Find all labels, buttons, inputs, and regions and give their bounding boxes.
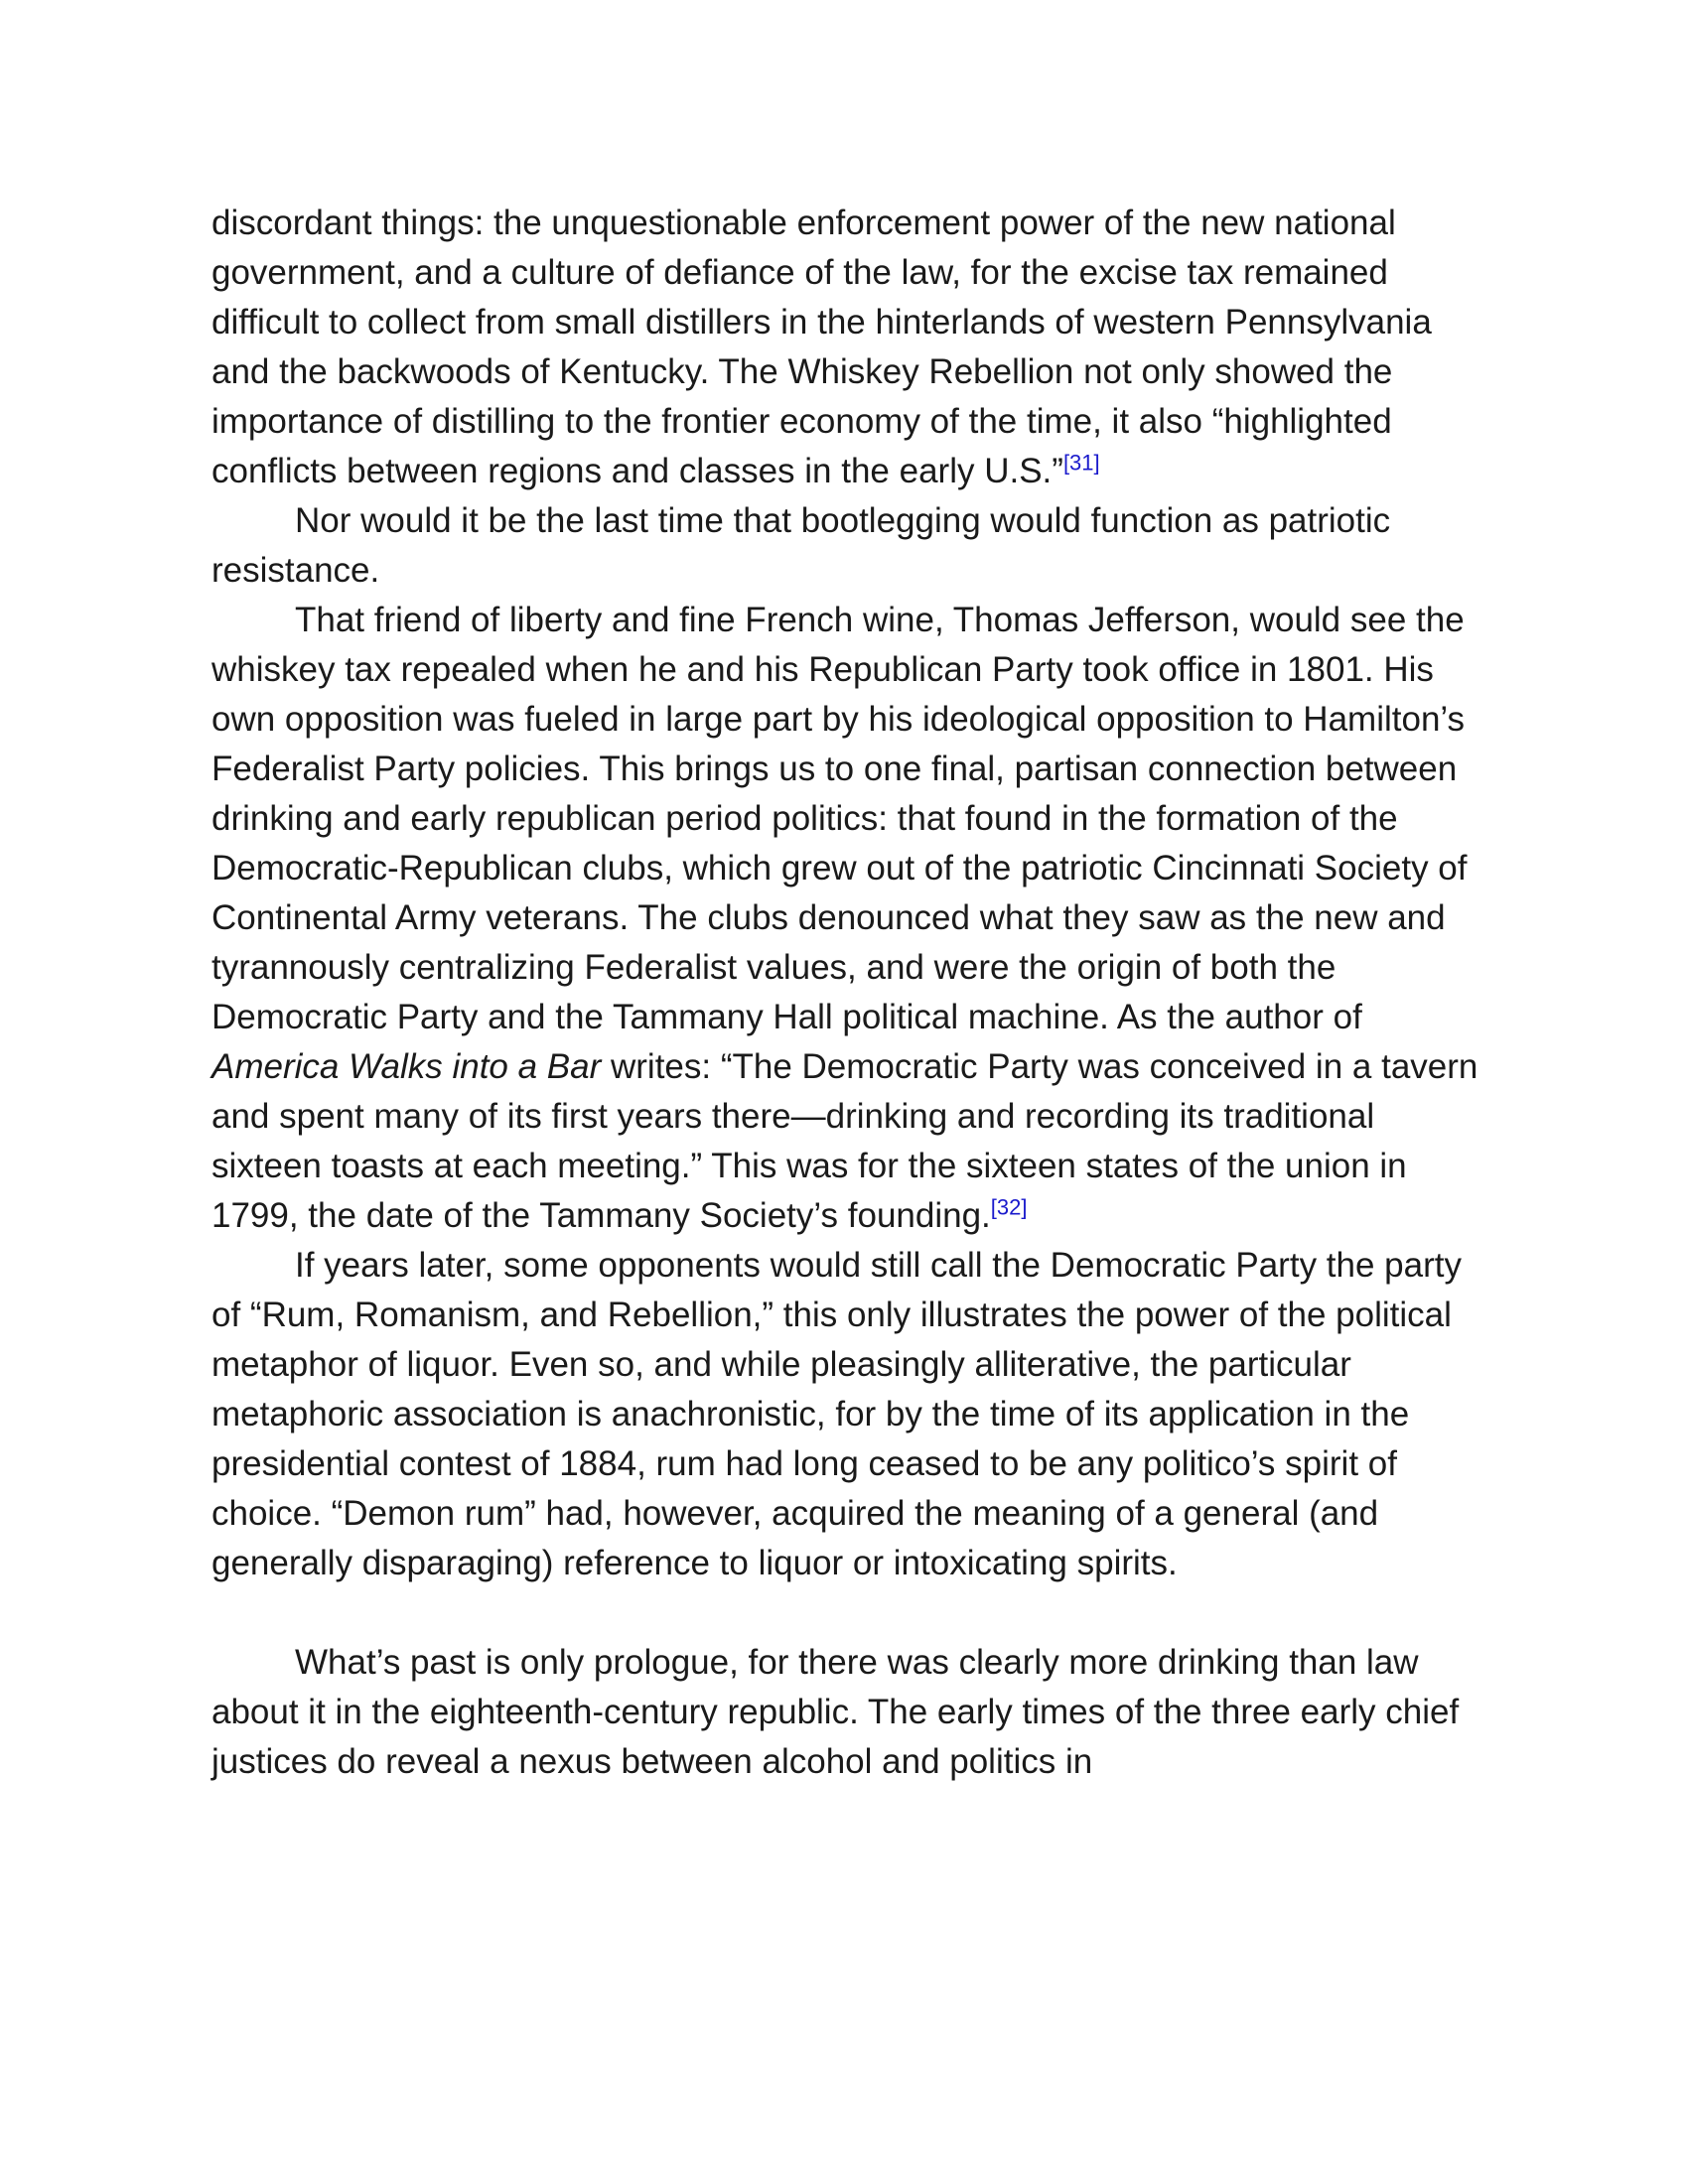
paragraph-text: If years later, some opponents would still call the Democratic Party the party of “Rum, Romanism, and Rebellion,” this only illustrates the power of the political metaphor of liquor. Even so, and while pleasingly alliterative, the particular metaphoric association is anachronistic, for by the time of its application in the presidential contest of 1884, rum had long ceased to be any politico’s spirit of choice. “Demon rum” had, however, acquired the meaning of a general (and generally disparaging) reference to liquor or intoxicating spirits.	[211, 1246, 1462, 1582]
paragraph-text: discordant things: the unquestionable enforcement power of the new national government, and a culture of defiance of the law, for the excise tax remained difficult to collect from small distillers in the hinterlands of western Pennsylvania and the backwoods of Kentucky. The Whiskey Rebellion not only showed the importance of distilling to the frontier economy of the time, it also “highlighted conflicts between regions and classes in the early U.S.”	[211, 204, 1432, 490]
footnote-link-32[interactable]: [32]	[990, 1194, 1028, 1220]
paragraph-prologue	[211, 1638, 1492, 1787]
paragraph-text: That friend of liberty and fine French wine, Thomas Jefferson, would see the whiskey tax repealed when he and his Republican Party took office in 1801. His own opposition was fueled in large part by his ideological opposition to Hamilton’s Federalist Party policies. This brings us to one final, partisan connection between drinking and early republican period politics: that found in the formation of the Democratic-Republican clubs, which grew out of the patriotic Cincinnati Society of Continental Army veterans. The clubs denounced what they saw as the new and tyrannously centralizing Federalist values, and were the origin of both the Democratic Party and the Tammany Hall political machine. As the author of	[211, 601, 1468, 1036]
footnote-link-31[interactable]: [31]	[1062, 450, 1100, 476]
document-page	[211, 199, 1492, 1787]
paragraph-text: writes: “The Democratic Party was conceived in a tavern and spent many of its first years there—drinking and recording its traditional sixteen toasts at each meeting.” This was for the sixteen states of the union in 1799, the date of the Tammany Society’s founding.	[211, 1047, 1478, 1235]
paragraph-text: What’s past is only prologue, for there was clearly more drinking than law about it in the eighteenth-century republic. The early times of the three early chief justices do reveal a nexus between alcohol and politics in	[211, 1643, 1460, 1781]
paragraph-jefferson	[211, 596, 1492, 1241]
paragraph-whiskey-rebellion	[211, 199, 1492, 496]
paragraph-bootlegging	[211, 496, 1492, 596]
section-break	[211, 1588, 1492, 1638]
book-title: America Walks into a Bar	[211, 1047, 602, 1086]
paragraph-rum-romanism	[211, 1241, 1492, 1588]
paragraph-text: Nor would it be the last time that bootlegging would function as patriotic resistance.	[211, 501, 1391, 590]
